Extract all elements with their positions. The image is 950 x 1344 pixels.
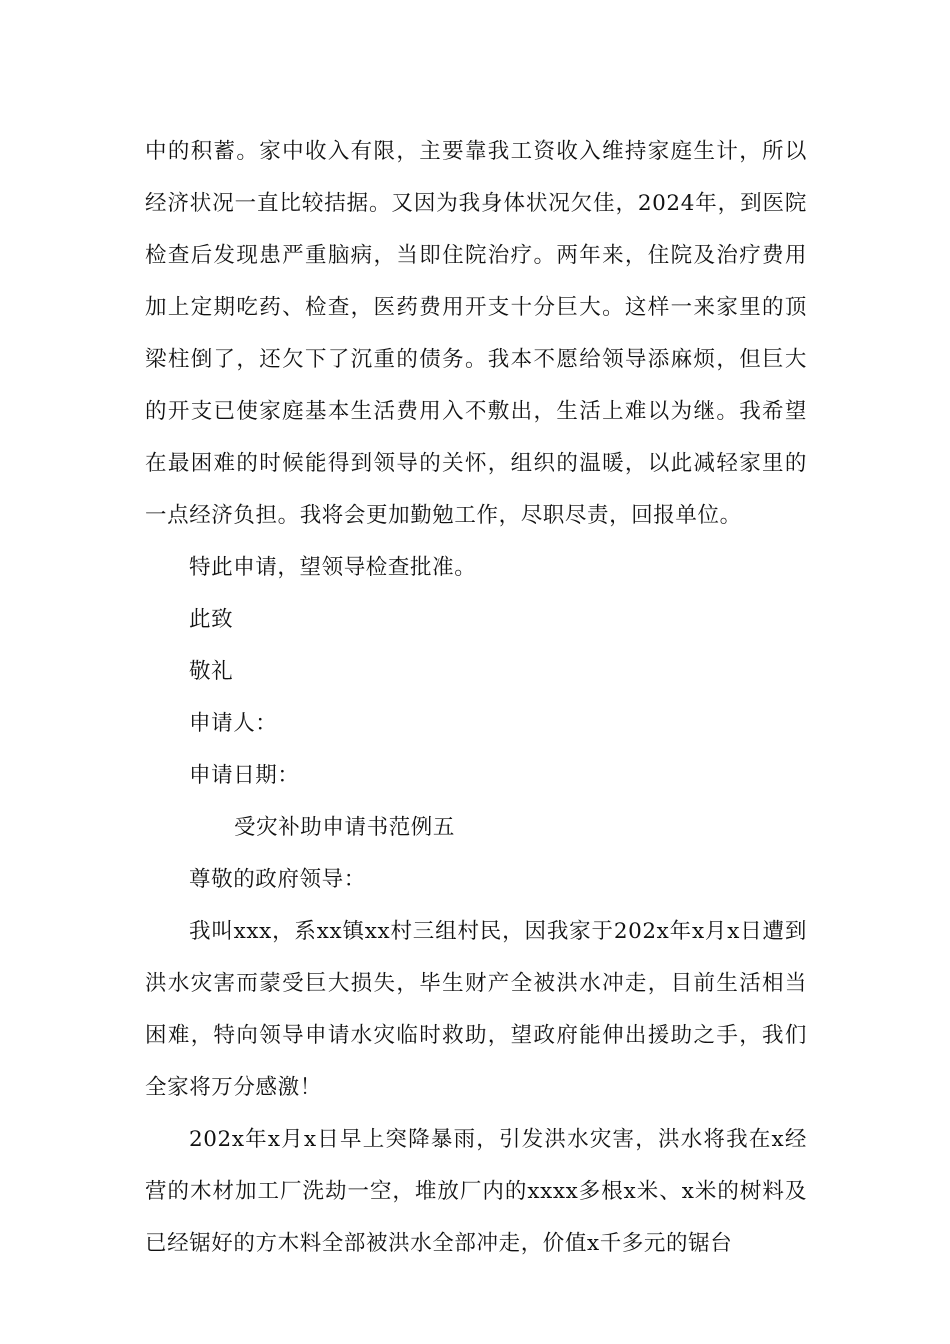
paragraph-closing-2: 敬礼 xyxy=(189,659,234,684)
paragraph-salutation: 尊敬的政府领导： xyxy=(189,867,366,892)
paragraph-request-line: 特此申请，望领导检查批准。 xyxy=(189,555,477,580)
paragraph-applicant: 申请人： xyxy=(189,711,278,736)
paragraph-closing-1: 此致 xyxy=(189,607,234,632)
paragraph-date: 申请日期： xyxy=(189,763,300,788)
document-body xyxy=(145,126,807,1270)
section-title: 受灾补助申请书范例五 xyxy=(234,815,456,840)
paragraph-continuation: 中的积蓄。家中收入有限，主要靠我工资收入维持家庭生计，所以经济状况一直比较拮据。又因为我身体状况欠佳，2024年，到医院检查后发现患严重脑病，当即住院治疗。两年来，住院及治疗费用加上定期吃药、检查，医药费用开支十分巨大。这样一来家里的顶梁柱倒了，还欠下了沉重的债务。我本不愿给领导添麻烦，但巨大的开支已使家庭基本生活费用入不敷出，生活上难以为继。我希望在最困难的时候能得到领导的关怀，组织的温暖，以此减轻家里的一点经济负担。我将会更加勤勉工作，尽职尽责，回报单位。 xyxy=(145,139,807,528)
paragraph-body-1: 我叫xxx，系xx镇xx村三组村民，因我家于202x年x月x日遭到洪水灾害而蒙受巨大损失，毕生财产全被洪水冲走，目前生活相当困难，特向领导申请水灾临时救助，望政府能伸出援助之手，我们全家将万分感激！ xyxy=(145,919,807,1100)
paragraph-body-2: 202x年x月x日早上突降暴雨，引发洪水灾害，洪水将我在x经营的木材加工厂洗劫一空，堆放厂内的xxxx多根x米、x米的树料及已经锯好的方木料全部被洪水全部冲走，价值x千多元的锯台 xyxy=(145,1127,807,1256)
